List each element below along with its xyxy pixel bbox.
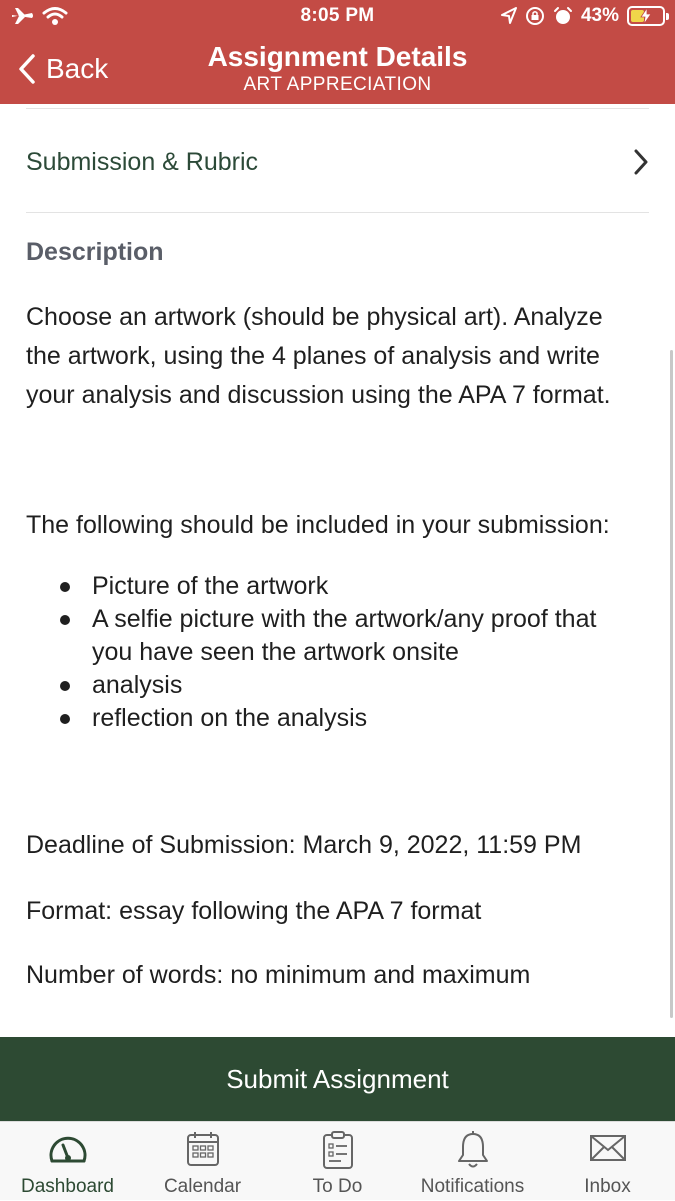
divider — [26, 108, 649, 109]
scrollbar[interactable] — [670, 350, 673, 1018]
chevron-left-icon — [18, 54, 36, 84]
alarm-icon — [553, 6, 573, 26]
submission-rubric-label: Submission & Rubric — [26, 147, 259, 176]
location-icon — [501, 7, 517, 25]
bullet-icon — [60, 714, 70, 724]
submit-assignment-button[interactable]: Submit Assignment — [0, 1037, 675, 1121]
status-bar — [0, 0, 675, 36]
battery-charging-icon — [627, 6, 665, 26]
bell-icon — [454, 1130, 492, 1170]
tab-bar — [0, 1121, 675, 1200]
app-header — [0, 0, 675, 104]
requirements-intro: The following should be included in your submission: — [26, 511, 610, 539]
tab-label: Dashboard — [21, 1176, 114, 1197]
divider — [26, 212, 649, 213]
screen-lock-icon — [525, 6, 545, 26]
tab-label: Notifications — [420, 1176, 525, 1197]
bullet-icon — [60, 681, 70, 691]
format-text: Format: essay following the APA 7 format — [26, 897, 482, 925]
list-item — [54, 702, 634, 735]
list-item-text: analysis — [92, 671, 183, 699]
calendar-icon — [185, 1130, 221, 1168]
assignment-content[interactable] — [0, 104, 675, 1036]
tab-label: Inbox — [584, 1176, 631, 1197]
list-item — [54, 669, 634, 702]
list-item — [54, 570, 634, 603]
description-heading: Description — [26, 238, 164, 266]
battery-percent: 43% — [580, 5, 619, 26]
list-item-text: A selfie picture with the artwork/any proof that you have seen the artwork onsite — [92, 605, 597, 666]
back-button[interactable] — [18, 48, 108, 90]
status-right-icons — [501, 5, 665, 27]
description-paragraph: Choose an artwork (should be physical art). Analyze the artwork, using the 4 planes of analysis and write your analysis and discussion using the APA 7 format. — [26, 303, 611, 409]
nav-bar — [0, 36, 675, 104]
dashboard-gauge-icon — [46, 1130, 90, 1166]
list-item — [54, 603, 634, 669]
chevron-right-icon — [633, 149, 649, 175]
tab-inbox[interactable] — [540, 1122, 675, 1201]
submission-rubric-row[interactable] — [26, 128, 649, 196]
todo-clipboard-icon — [321, 1130, 355, 1170]
tab-label: Calendar — [163, 1176, 242, 1197]
bullet-icon — [60, 615, 70, 625]
bullet-icon — [60, 582, 70, 592]
page-title: Assignment Details — [207, 41, 468, 72]
deadline-text: Deadline of Submission: March 9, 2022, 11:59 PM — [26, 831, 582, 859]
nav-title-block — [150, 40, 525, 96]
battery-nub — [666, 13, 669, 20]
status-time: 8:05 PM — [300, 5, 375, 26]
requirements-list — [54, 570, 634, 735]
tab-notifications[interactable] — [405, 1122, 540, 1201]
back-label: Back — [46, 53, 109, 84]
tab-todo[interactable] — [270, 1122, 405, 1201]
list-item-text: reflection on the analysis — [92, 704, 368, 732]
list-item-text: Picture of the artwork — [92, 572, 329, 600]
tab-dashboard[interactable] — [0, 1122, 135, 1201]
envelope-icon — [588, 1130, 628, 1164]
word-count-text: Number of words: no minimum and maximum — [26, 961, 531, 989]
tab-calendar[interactable] — [135, 1122, 270, 1201]
charging-bolt-icon — [640, 8, 652, 24]
course-subtitle: ART APPRECIATION — [243, 74, 432, 95]
tab-label: To Do — [312, 1176, 363, 1197]
